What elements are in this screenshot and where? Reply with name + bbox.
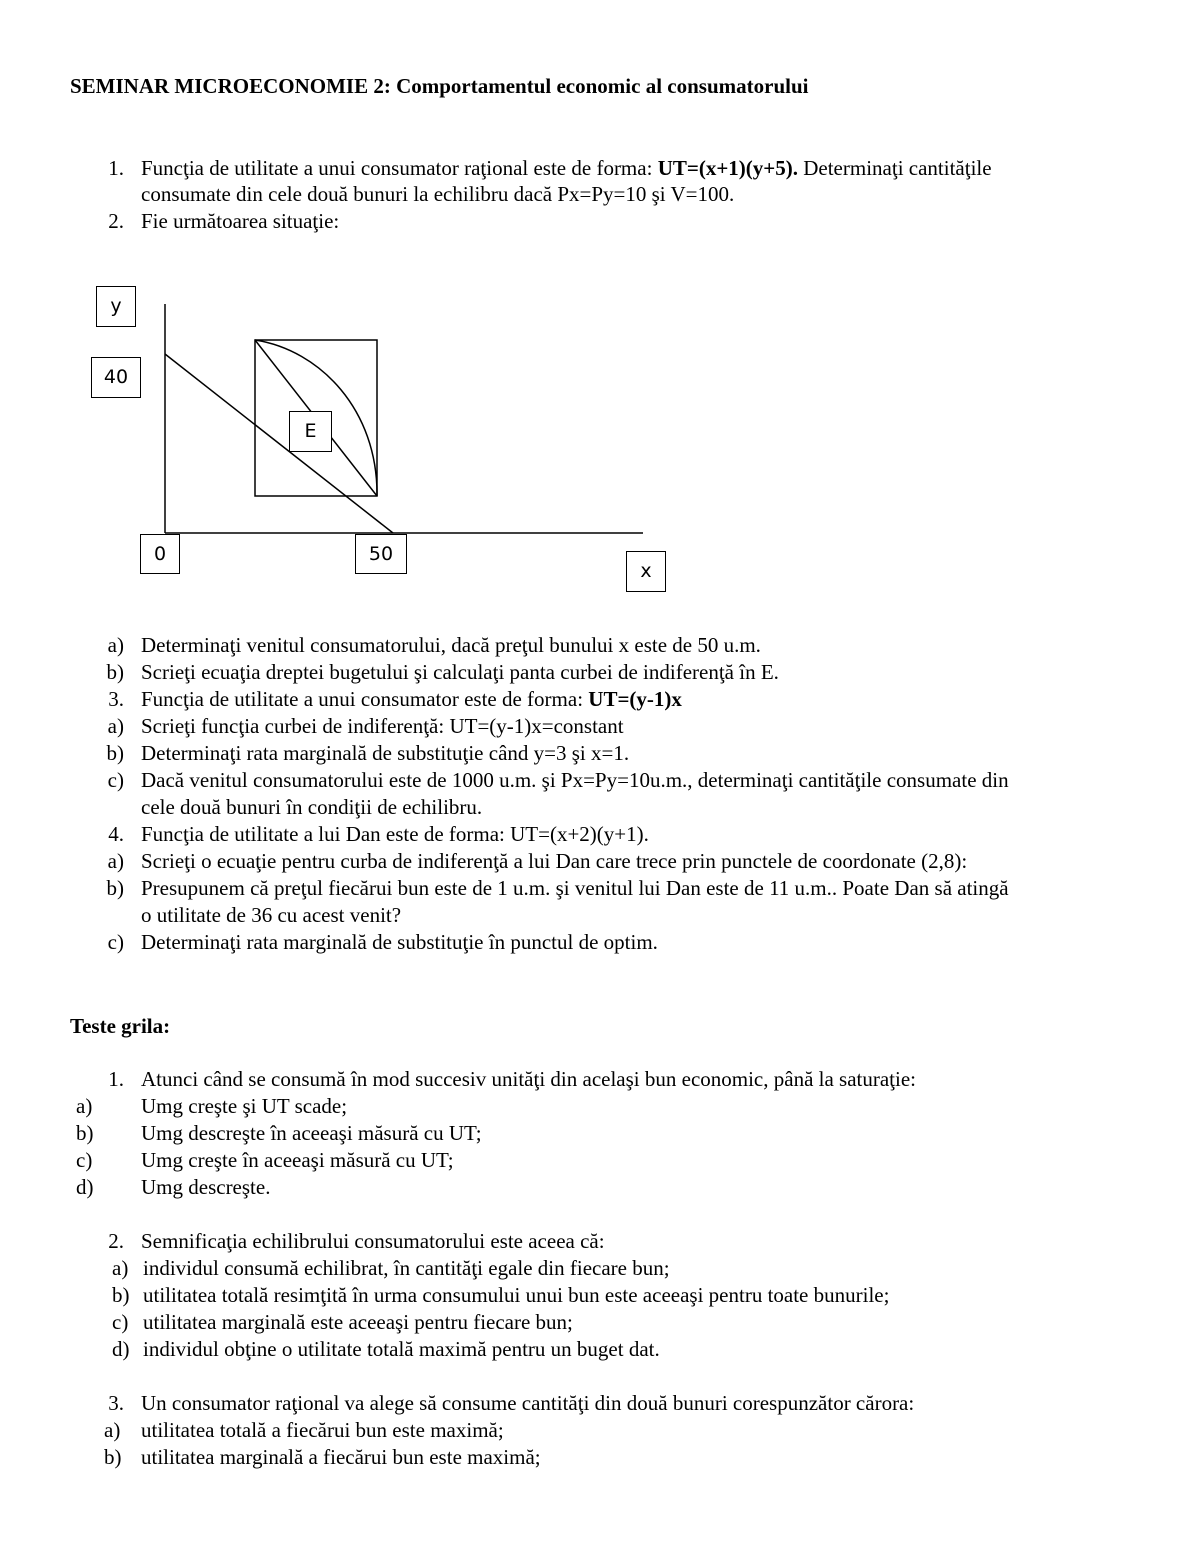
page-title: SEMINAR MICROECONOMIE 2: Comportamentul economic al consumatorului <box>70 74 809 98</box>
equilibrium-label: E <box>289 411 332 452</box>
budget-graph <box>0 0 1200 620</box>
item-text: Funcţia de utilitate a unui consumator raţional este de forma: UT=(x+1)(y+5). Determinaţi cantităţile <box>141 156 992 180</box>
tests-heading: Teste grila: <box>70 1014 171 1038</box>
x-axis-label: x <box>626 551 666 592</box>
y-intercept-label: 40 <box>91 357 141 398</box>
budget-line <box>165 354 393 533</box>
item-label: 1. <box>108 156 124 180</box>
origin-label: 0 <box>140 534 180 574</box>
y-axis-label: y <box>96 286 136 327</box>
x-intercept-label: 50 <box>355 534 407 574</box>
